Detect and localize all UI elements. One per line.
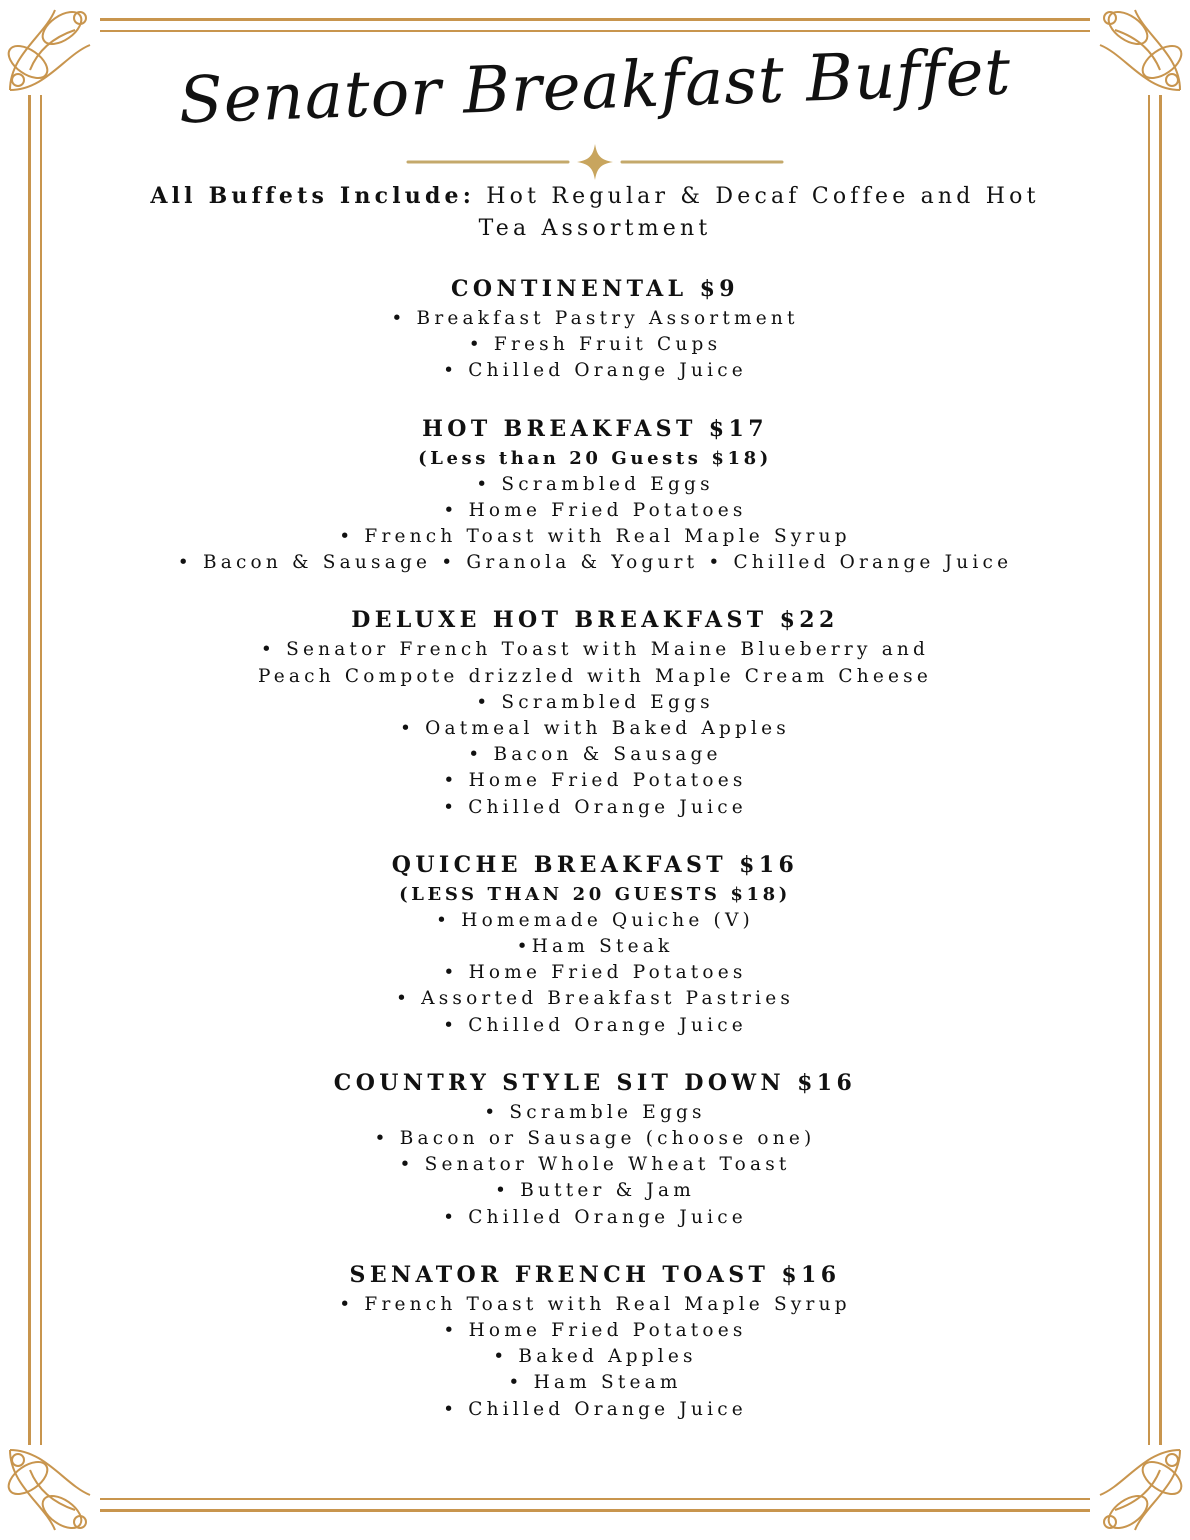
menu-item: • Homemade Quiche (V) [436, 909, 754, 931]
menu-item: •Ham Steak [516, 936, 674, 958]
section-heading: CONTINENTAL $9 [450, 276, 739, 302]
menu-item: • Home Fried Potatoes [443, 962, 747, 984]
section-heading: QUICHE BREAKFAST $16 [391, 851, 799, 878]
menu-item: • Breakfast Pastry Assortment [391, 308, 799, 329]
section-country-style [0, 1066, 1190, 1231]
menu-item: • Assorted Breakfast Pastries [395, 988, 795, 1010]
menu-item: Peach Compote drizzled with Maple Cream Cheese [257, 665, 933, 687]
section-deluxe-hot-breakfast [0, 603, 1190, 820]
section-heading: DELUXE HOT BREAKFAST $22 [351, 607, 839, 634]
frame-top-outer [100, 18, 1090, 21]
frame-bottom-outer [100, 1509, 1090, 1512]
star-divider-icon [400, 142, 790, 182]
section-note: (Less than 20 Guests $18) [418, 447, 772, 469]
menu-item: • Oatmeal with Baked Apples [399, 718, 791, 740]
menu-item: • Bacon or Sausage (choose one) [374, 1128, 816, 1150]
menu-item: • Bacon & Sausage • Granola & Yogurt • Chilled Orange Juice [177, 552, 1013, 574]
menu-sections [0, 272, 1190, 1450]
section-heading: SENATOR FRENCH TOAST $16 [349, 1261, 841, 1288]
menu-item: • Scrambled Eggs [476, 473, 714, 495]
section-note: (LESS THAN 20 GUESTS $18) [399, 883, 791, 905]
section-heading: HOT BREAKFAST $17 [422, 415, 768, 442]
menu-item: • Home Fried Potatoes [443, 499, 747, 521]
includes-label: All Buffets Include: [150, 183, 476, 209]
menu-item: • Chilled Orange Juice [443, 360, 747, 382]
menu-item: • Senator Whole Wheat Toast [399, 1154, 791, 1176]
menu-item: • Senator French Toast with Maine Blueberry and [260, 639, 930, 661]
section-senator-french-toast [0, 1258, 1190, 1423]
menu-item: • Scramble Eggs [484, 1101, 706, 1123]
frame-bottom-inner [100, 1498, 1090, 1500]
menu-item: • Home Fried Potatoes [443, 1320, 747, 1342]
menu-item: • Scrambled Eggs [476, 691, 714, 713]
section-quiche-breakfast [0, 848, 1190, 1039]
section-hot-breakfast [0, 412, 1190, 577]
corner-ornament-bottom-left-icon [0, 1440, 100, 1540]
section-continental [0, 272, 1190, 385]
includes-text: Hot Regular & Decaf Coffee and Hot Tea Assortment [478, 184, 1040, 241]
page-title: Senator Breakfast Buffet [177, 35, 1013, 139]
menu-item: • Ham Steam [508, 1372, 682, 1394]
menu-item: • Butter & Jam [495, 1180, 695, 1202]
menu-item: • Fresh Fruit Cups [468, 334, 722, 356]
menu-item: • Bacon & Sausage [468, 744, 722, 766]
menu-item: • Chilled Orange Juice [443, 1014, 747, 1036]
buffet-includes [120, 180, 1070, 245]
menu-item: • Baked Apples [493, 1346, 697, 1368]
menu-item: • Home Fried Potatoes [443, 770, 747, 792]
menu-item: • French Toast with Real Maple Syrup [339, 1293, 851, 1315]
menu-item: • Chilled Orange Juice [443, 1206, 747, 1228]
corner-ornament-bottom-right-icon [1090, 1440, 1190, 1540]
menu-item: • French Toast with Real Maple Syrup [339, 526, 851, 548]
menu-item: • Chilled Orange Juice [443, 1398, 747, 1420]
menu-item: • Chilled Orange Juice [443, 796, 747, 818]
section-heading: COUNTRY STYLE SIT DOWN $16 [333, 1069, 857, 1096]
frame-top-inner [100, 30, 1090, 32]
